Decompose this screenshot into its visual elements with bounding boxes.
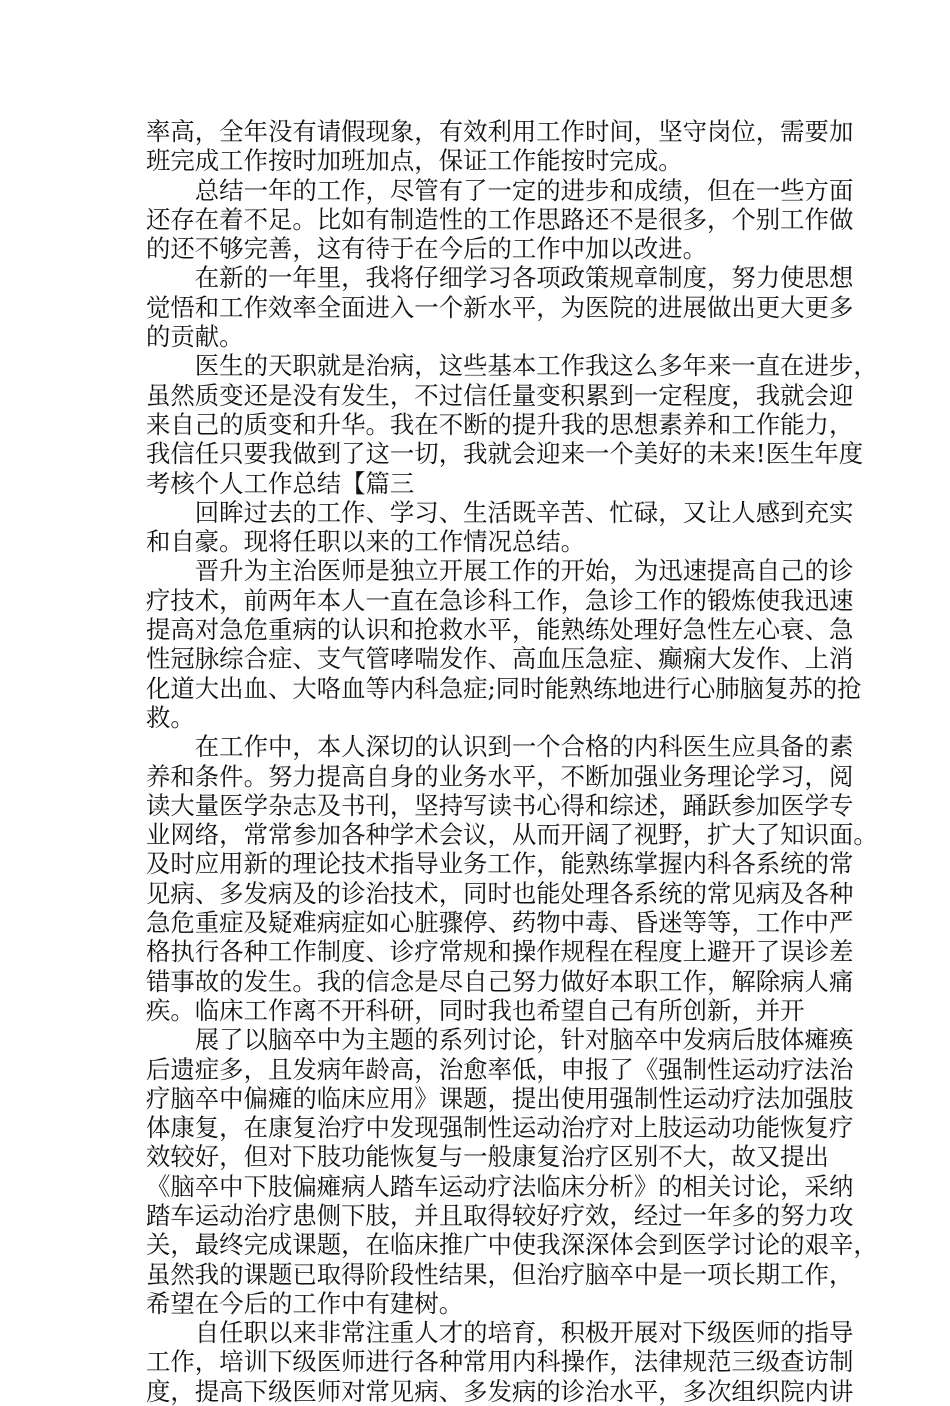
text-line: 班完成工作按时加班加点，保证工作能按时完成。: [146, 146, 683, 176]
text-line: 自任职以来非常注重人才的培育，积极开展对下级医师的指导: [146, 1318, 854, 1348]
text-line: 见病、多发病及的诊治技术，同时也能处理各系统的常见病及各种: [146, 878, 854, 908]
text-line: 的还不够完善，这有待于在今后的工作中加以改进。: [146, 234, 707, 264]
text-line: 性冠脉综合症、支气管哮喘发作、高血压急症、癫痫大发作、上消: [146, 644, 854, 674]
paragraph: [146, 732, 878, 1025]
text-line: 疾。临床工作离不开科研，同时我也希望自己有所创新，并开: [146, 995, 805, 1025]
text-line: 虽然我的课题已取得阶段性结果，但治疗脑卒中是一项长期工作，: [146, 1259, 854, 1289]
text-line: 和自豪。现将任职以来的工作情况总结。: [146, 527, 586, 557]
text-line: 展了以脑卒中为主题的系列讨论，针对脑卒中发病后肢体瘫痪: [146, 1025, 854, 1055]
text-line: 我信任只要我做到了这一切，我就会迎来一个美好的未来!医生年度: [146, 439, 864, 469]
text-line: 及时应用新的理论技术指导业务工作，能熟练掌握内科各系统的常: [146, 849, 854, 879]
text-line: 考核个人工作总结【篇三: [146, 468, 415, 498]
text-line: 率高，全年没有请假现象，有效利用工作时间，坚守岗位，需要加: [146, 117, 854, 146]
text-line: 后遗症多，且发病年龄高，治愈率低，申报了《强制性运动疗法治: [146, 1054, 854, 1084]
paragraph: [146, 351, 878, 498]
text-line: 的贡献。: [146, 322, 244, 352]
text-line: 踏车运动治疗患侧下肢，并且取得较好疗效，经过一年多的努力攻: [146, 1200, 854, 1230]
text-line: 《脑卒中下肢偏瘫病人踏车运动疗法临床分析》的相关讨论，采纳: [146, 1171, 854, 1201]
text-line: 在工作中，本人深切的认识到一个合格的内科医生应具备的素: [146, 732, 854, 762]
paragraph: [146, 556, 862, 732]
text-line: 疗技术，前两年本人一直在急诊科工作，急诊工作的锻炼使我迅速: [146, 585, 854, 615]
text-line: 觉悟和工作效率全面进入一个新水平，为医院的进展做出更大更多: [146, 292, 854, 322]
text-line: 养和条件。努力提高自身的业务水平，不断加强业务理论学习，阅: [146, 761, 854, 791]
text-line: 体康复，在康复治疗中发现强制性运动治疗对上肢运动功能恢复疗: [146, 1113, 854, 1143]
document-page: [146, 117, 878, 1406]
text-line: 来自己的质变和升华。我在不断的提升我的思想素养和工作能力，: [146, 409, 854, 439]
text-line: 虽然质变还是没有发生，不过信任量变积累到一定程度，我就会迎: [146, 380, 854, 410]
text-line: 总结一年的工作，尽管有了一定的进步和成绩，但在一些方面: [146, 175, 854, 205]
paragraph: [146, 1318, 854, 1406]
text-line: 回眸过去的工作、学习、生活既辛苦、忙碌，又让人感到充实: [146, 497, 854, 527]
text-line: 格执行各种工作制度、诊疗常规和操作规程在程度上避开了误诊差: [146, 937, 854, 967]
paragraph: [146, 175, 854, 264]
text-line: 工作，培训下级医师进行各种常用内科操作，法律规范三级查访制: [146, 1347, 854, 1377]
text-line: 度，提高下级医师对常见病、多发病的诊治水平，多次组织院内讲: [146, 1376, 854, 1406]
text-line: 急危重症及疑难病症如心脏骤停、药物中毒、昏迷等等，工作中严: [146, 908, 854, 938]
text-line: 救。: [146, 702, 195, 732]
text-line: 晋升为主治医师是独立开展工作的开始，为迅速提高自己的诊: [146, 556, 854, 586]
paragraph: [146, 117, 854, 176]
paragraph: [146, 497, 854, 557]
text-line: 还存在着不足。比如有制造性的工作思路还不是很多，个别工作做: [146, 204, 854, 234]
text-line: 化道大出血、大咯血等内科急症;同时能熟练地进行心肺脑复苏的抢: [146, 673, 862, 703]
text-line: 错事故的发生。我的信念是尽自己努力做好本职工作，解除病人痛: [146, 966, 854, 996]
paragraph: [146, 1025, 878, 1318]
text-line: 业网络，常常参加各种学术会议，从而开阔了视野，扩大了知识面。: [146, 820, 878, 850]
document-body: [146, 117, 878, 1406]
text-line: 读大量医学杂志及书刊，坚持写读书心得和综述，踊跃参加医学专: [146, 790, 854, 820]
text-line: 疗脑卒中偏瘫的临床应用》课题，提出使用强制性运动疗法加强肢: [146, 1083, 854, 1113]
text-line: 关，最终完成课题，在临床推广中使我深深体会到医学讨论的艰辛，: [146, 1230, 878, 1260]
paragraph: [146, 263, 854, 352]
text-line: 效较好，但对下肢功能恢复与一般康复治疗区别不大，故又提出: [146, 1142, 829, 1172]
text-line: 提高对急危重病的认识和抢救水平，能熟练处理好急性左心衰、急: [146, 615, 854, 645]
text-line: 在新的一年里，我将仔细学习各项政策规章制度，努力使思想: [146, 263, 854, 293]
text-line: 希望在今后的工作中有建树。: [146, 1288, 464, 1318]
text-line: 医生的天职就是治病，这些基本工作我这么多年来一直在进步，: [146, 351, 878, 381]
